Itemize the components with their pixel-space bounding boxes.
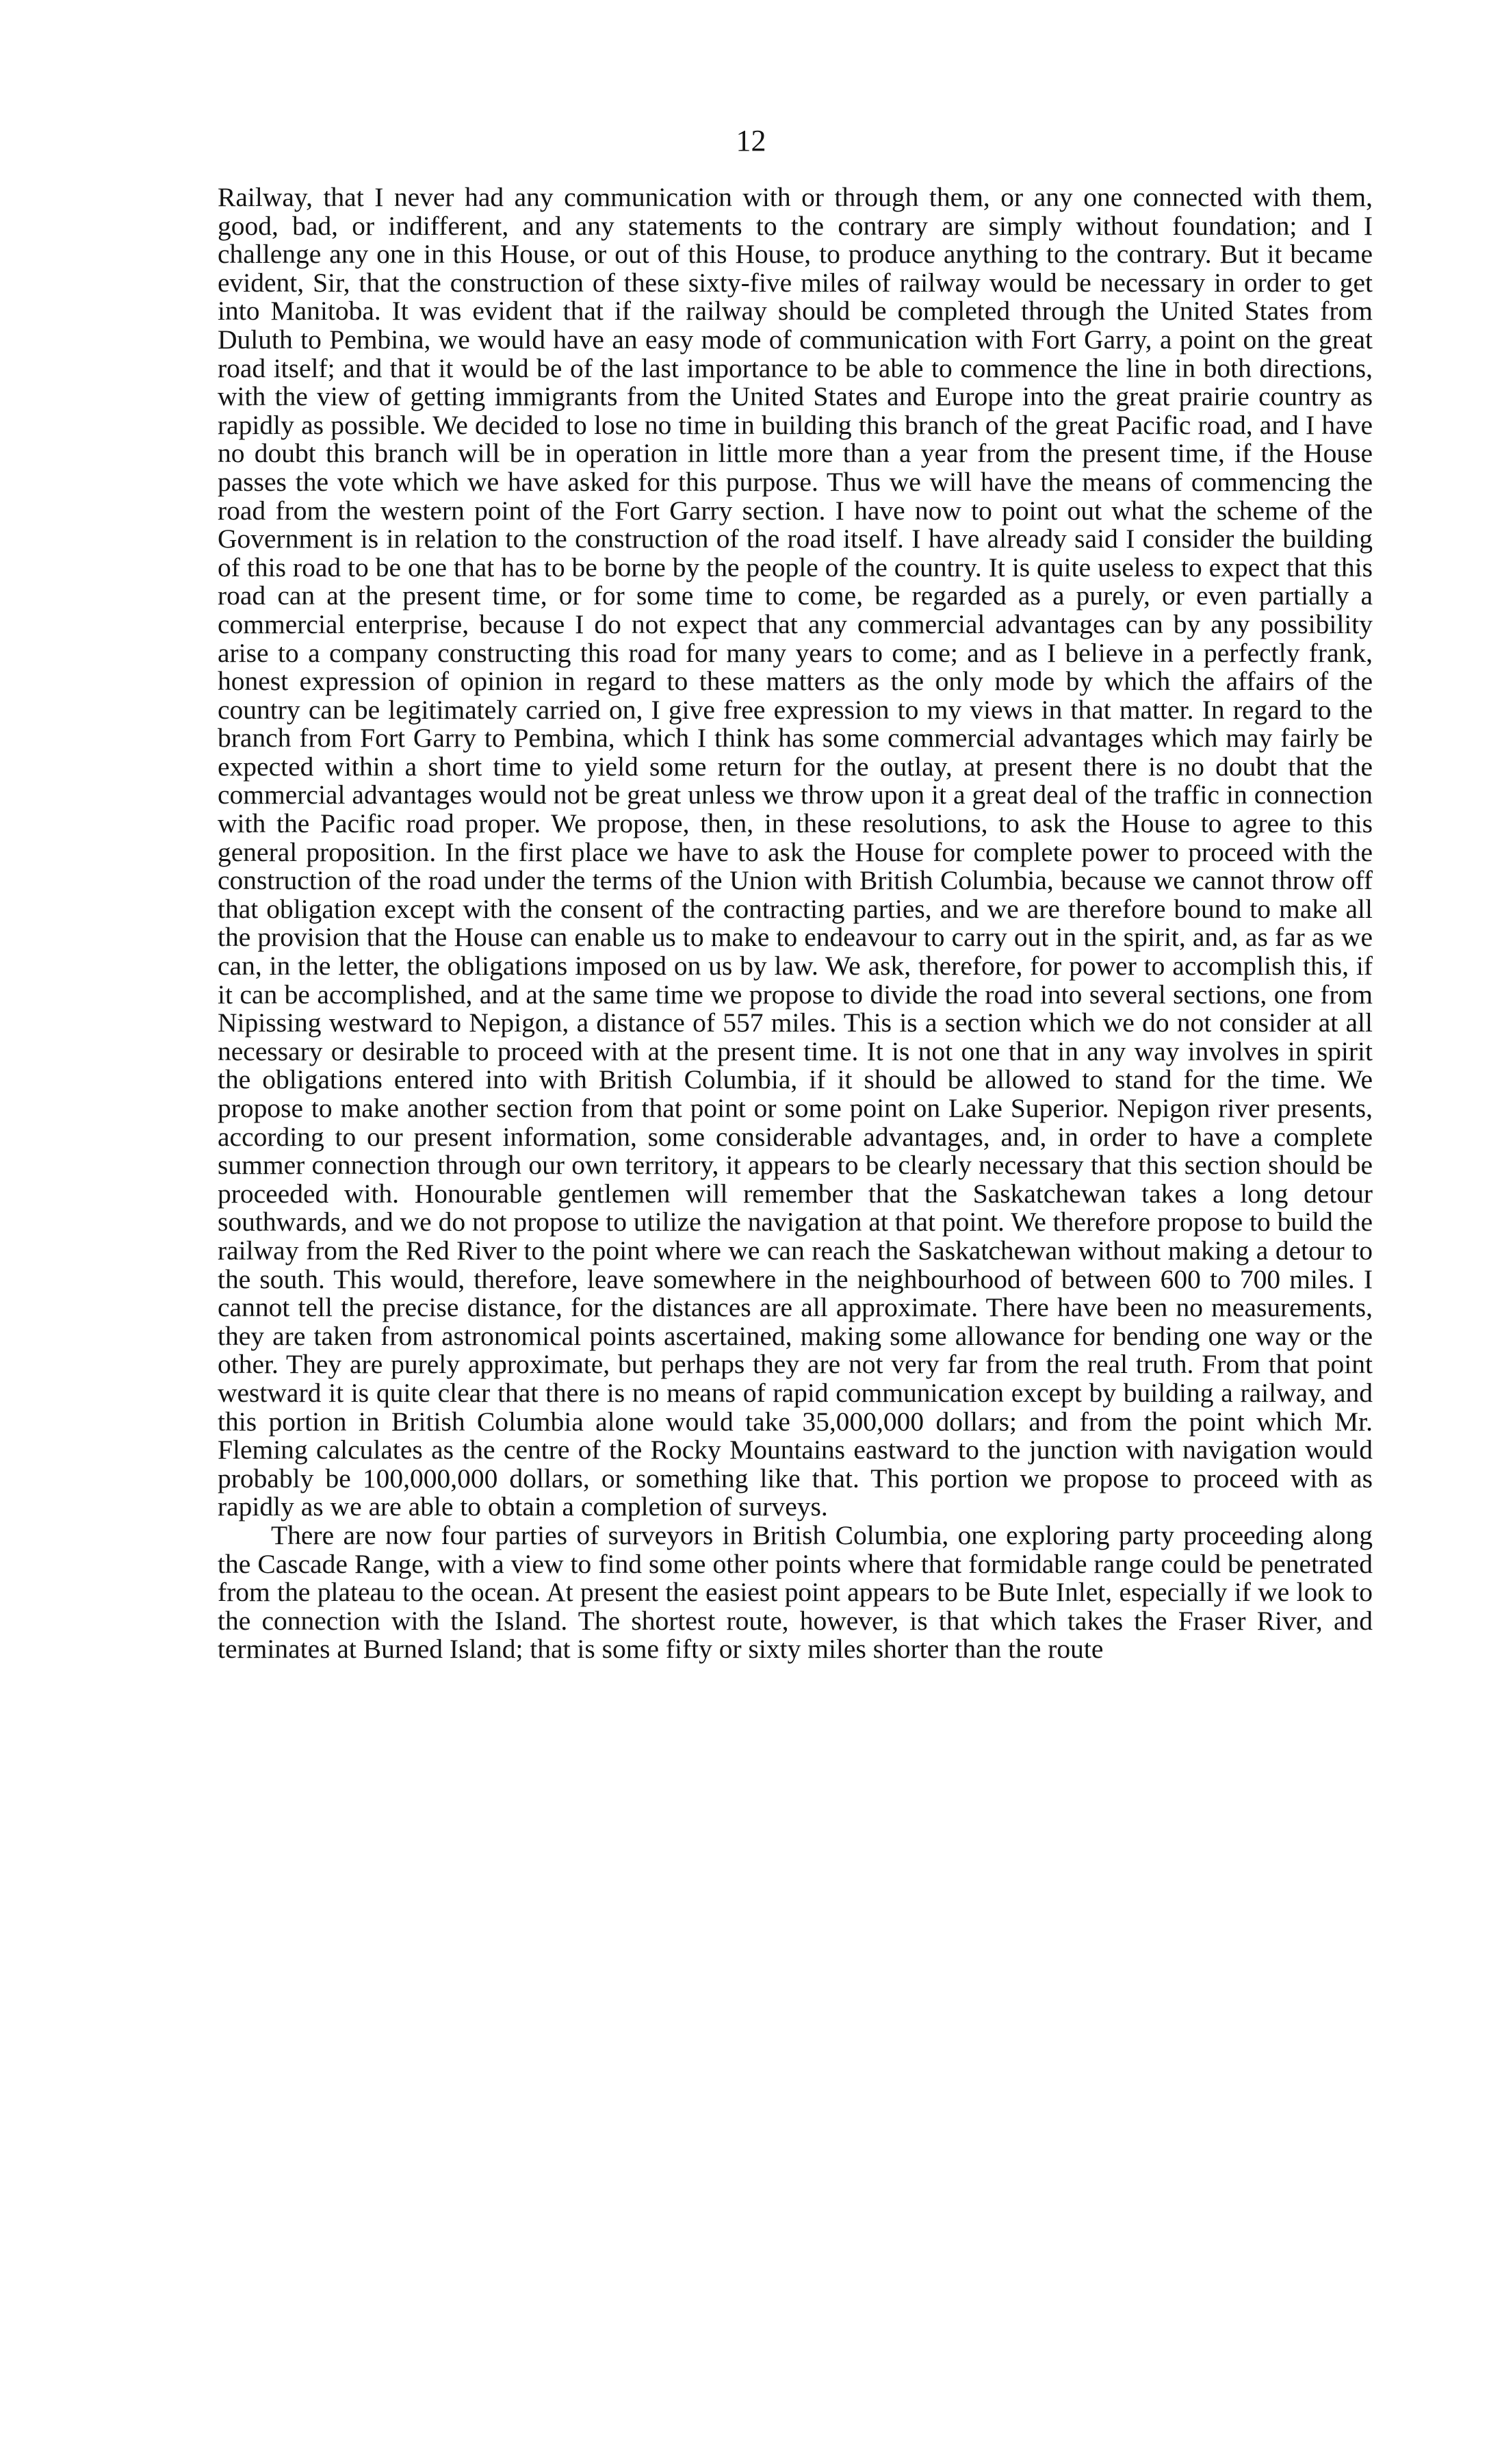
- paragraph-2: There are now four parties of surveyors in British Columbia, one exploring party proceeding along the Cascade Range, with a view to find some other points where that formidable range could be penetrated from the plateau to the ocean. At present the easiest point appears to be Bute Inlet, especially if we look to the connection with the Island. The shortest route, however, is that which takes the Fraser River, and terminates at Burned Island; that is some fifty or sixty miles shorter than the route: [218, 1519, 1373, 1665]
- page-number: 12: [736, 124, 766, 157]
- paragraph-1: Railway, that I never had any communication with or through them, or any one connected with them, good, bad, or indifferent, and any statements to the contrary are simply without foundation; and I challenge any one in this House, or out of this House, to produce anything to the contrary. But it became evident, Sir, that the construction of these sixty-five miles of railway would be necessary in order to get into Manitoba. It was evident that if the railway should be completed through the United States from Duluth to Pembina, we would have an easy mode of communication with Fort Garry, a point on the great road itself; and that it would be of the last importance to be able to commence the line in both directions, with the view of getting immigrants from the United States and Europe into the great prairie country as rapidly as possible. We decided to lose no time in building this branch of the great Pacific road, and I have no doubt this branch will be in operation in little more than a year from the present time, if the House passes the vote which we have asked for this purpose. Thus we will have the means of commencing the road from the western point of the Fort Garry section. I have now to point out what the scheme of the Government is in relation to the construction of the road itself. I have already said I consider the building of this road to be one that has to be borne by the people of the country. It is quite useless to expect that this road can at the present time, or for some time to come, be regarded as a purely, or even partially a commercial enterprise, because I do not expect that any commercial advantages can by any possibility arise to a company constructing this road for many years to come; and as I believe in a perfectly frank, honest expression of opinion in regard to these matters as the only mode by which the affairs of the country can be legitimately carried on, I give free expression to my views in that matter. In regard to the branch from Fort Garry to Pembina, which I think has some commercial advantages which may fairly be expected within a short time to yield some return for the outlay, at present there is no doubt that the commercial advantages would not be great unless we throw upon it a great deal of the traffic in connection with the Pacific road proper. We propose, then, in these resolutions, to ask the House to agree to this general proposition. In the first place we have to ask the House for complete power to proceed with the construction of the road under the terms of the Union with British Columbia, because we cannot throw off that obligation except with the consent of the contracting parties, and we are therefore bound to make all the provision that the House can enable us to make to endeavour to carry out in the spirit, and, as far as we can, in the letter, the obligations imposed on us by law. We ask, therefore, for power to accomplish this, if it can be accomplished, and at the same time we propose to divide the road into several sections, one from Nipissing westward to Nepigon, a distance of 557 miles. This is a section which we do not consider at all necessary or desirable to proceed with at the present time. It is not one that in any way involves in spirit the obligations entered into with British Columbia, if it should be allowed to stand for the time. We propose to make another section from that point or some point on Lake Superior. Nepigon river presents, according to our present information, some considerable advantages, and, in order to have a complete summer connection through our own territory, it appears to be clearly necessary that this section should be proceeded with. Honourable gentlemen will remember that the Saskatchewan takes a long detour southwards, and we do not propose to utilize the navigation at that point. We therefore propose to build the railway from the Red River to the point where we can reach the Saskatchewan without making a detour to the south. This would, therefore, leave somewhere in the neighbourhood of between 600 to 700 miles. I cannot tell the precise distance, for the distances are all approximate. There have been no measurements, they are taken from astronomical points ascertained, making some allowance for bending one way or the other. They are purely approximate, but perhaps they are not very far from the real truth. From that point westward it is quite clear that there is no means of rapid communication except by building a railway, and this portion in British Columbia alone would take 35,000,000 dollars; and from the point which Mr. Fleming calculates as the centre of the Rocky Mountains eastward to the junction with navigation would probably be 100,000,000 dollars, or something like that. This portion we propose to proceed with as rapidly as we are able to obtain a completion of surveys.: [218, 182, 1373, 1522]
- body-text: [218, 183, 1373, 1664]
